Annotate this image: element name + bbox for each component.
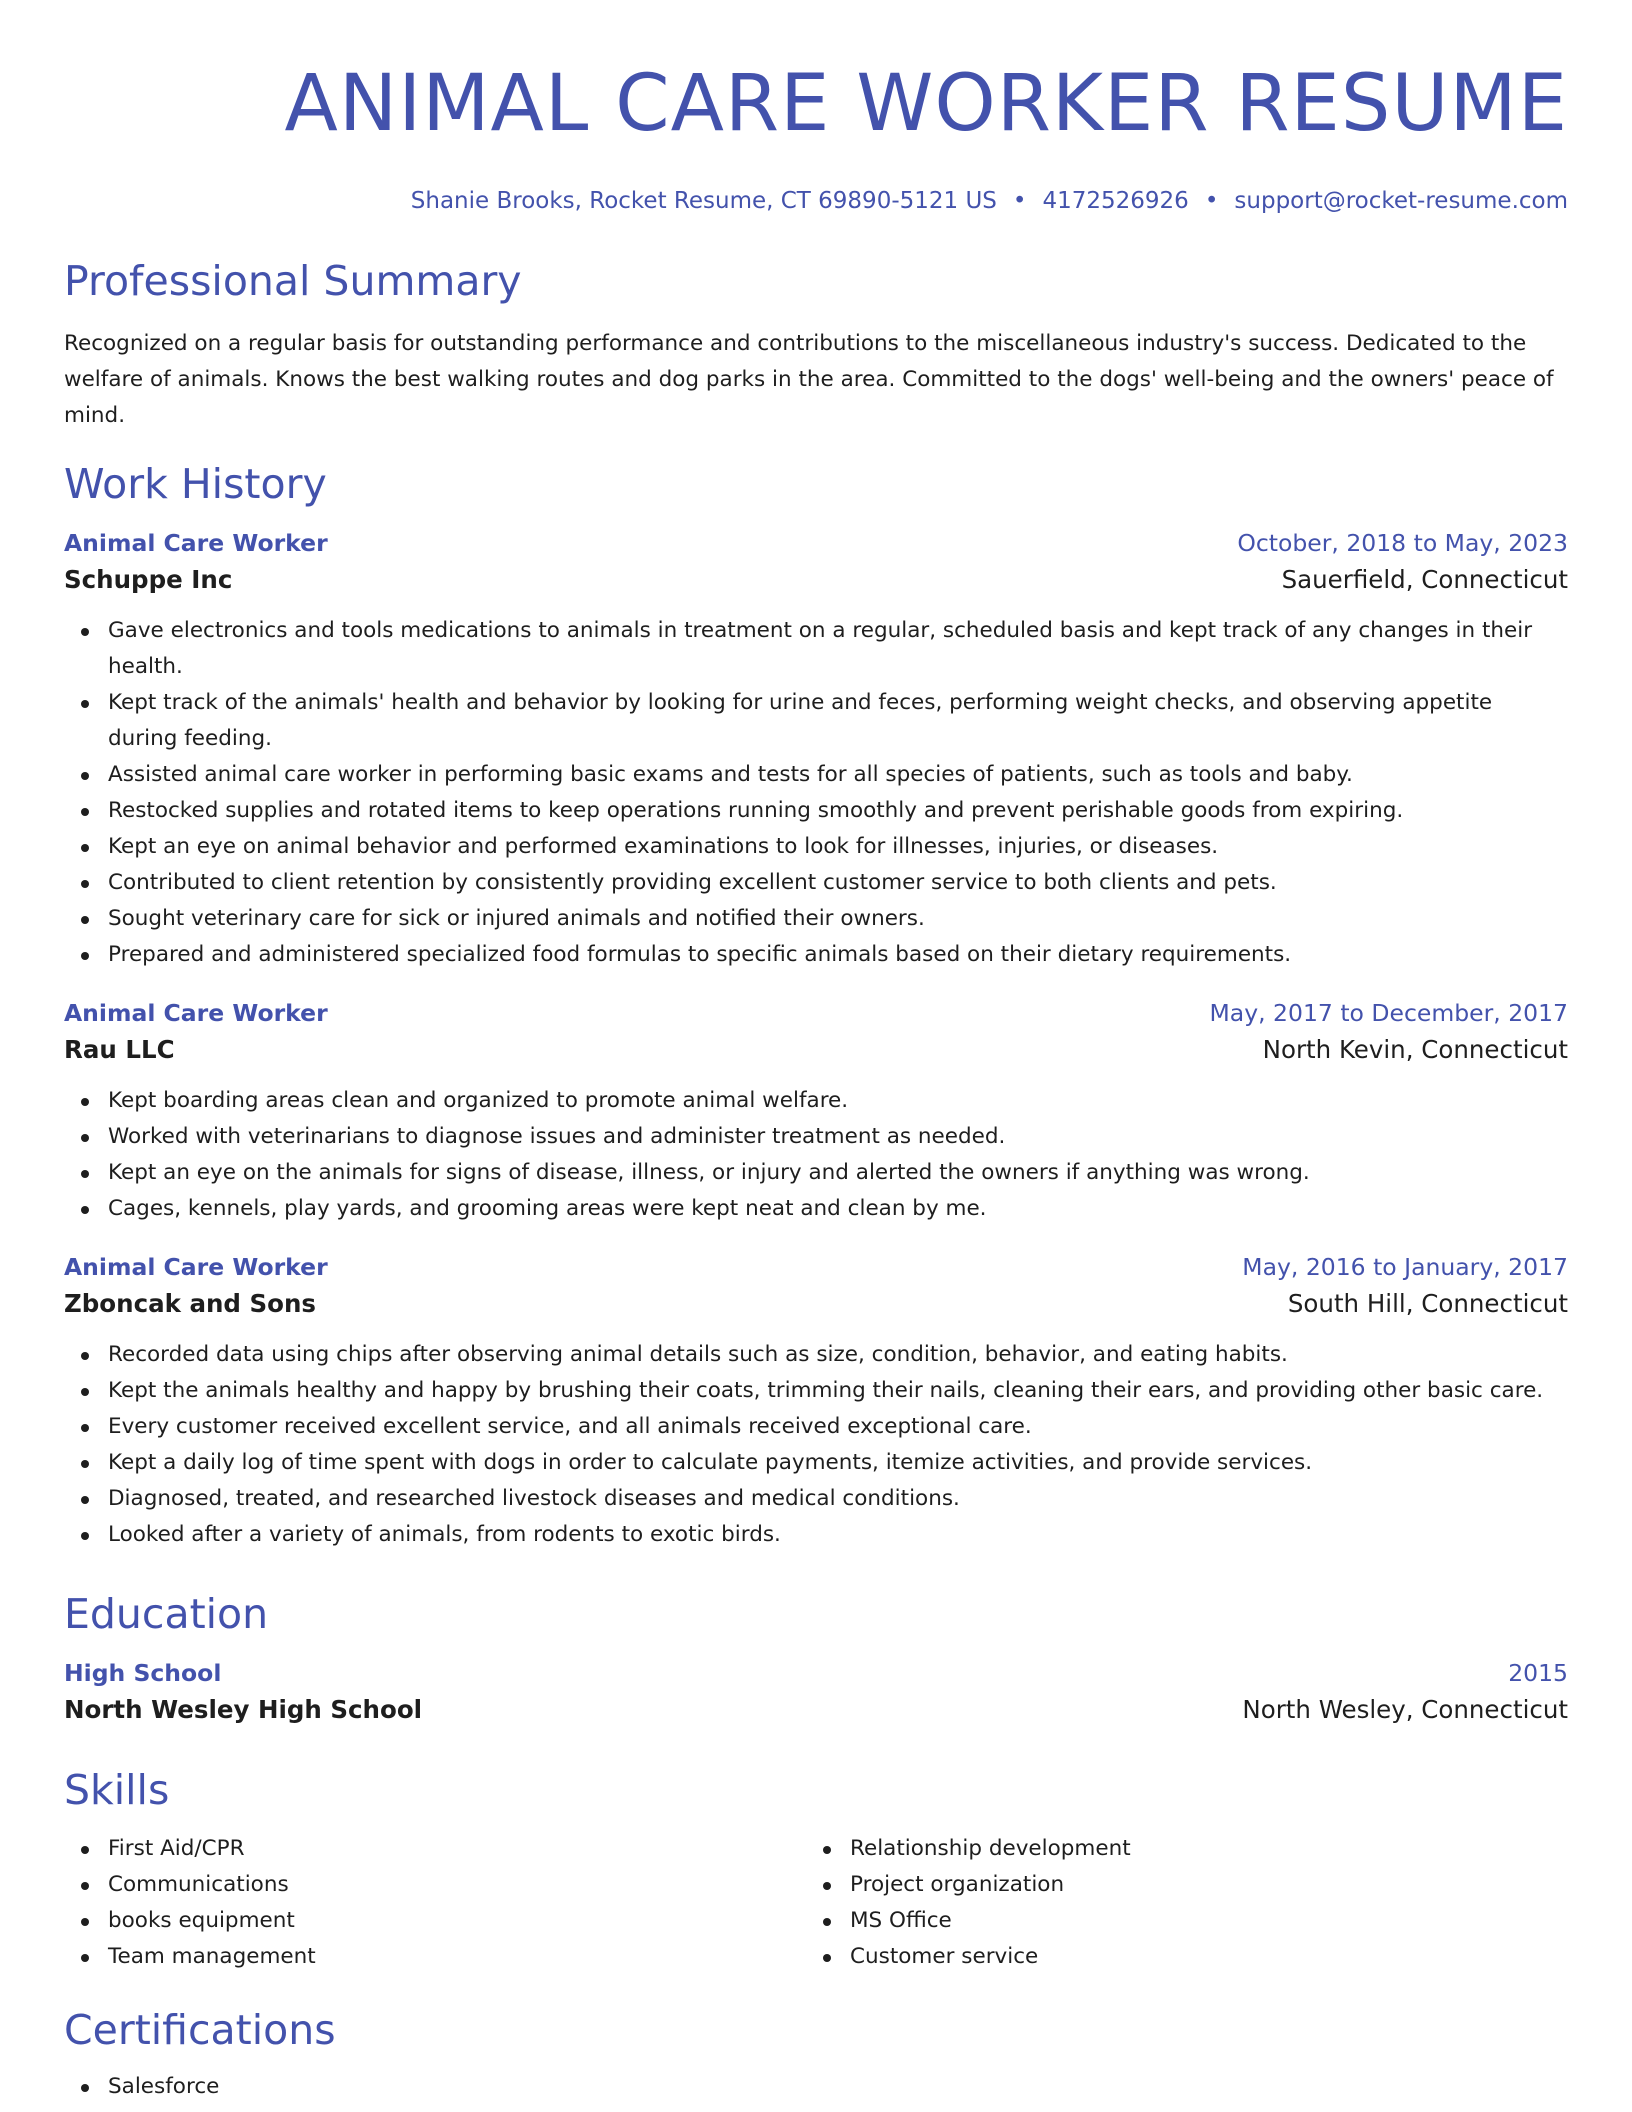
summary-section [64, 256, 1568, 434]
certifications-list [64, 2069, 1568, 2105]
skill-item: books equipment [64, 1903, 806, 1939]
work-history-heading: Work History [64, 460, 327, 508]
job-dates: May, 2017 to December, 2017 [1209, 999, 1568, 1027]
job-company: Zboncak and Sons [64, 1289, 316, 1318]
resume-title: ANIMAL CARE WORKER RESUME [284, 59, 1568, 149]
education-degree: High School [64, 1659, 222, 1687]
resume-header [64, 0, 1568, 216]
job-duty-item: Cages, kennels, play yards, and grooming areas were kept neat and clean by me. [64, 1191, 1568, 1227]
job-entry [64, 525, 1568, 973]
contact-email: support@rocket-resume.com [1234, 188, 1568, 214]
skills-section [64, 1765, 1568, 1975]
job-duty-item: Sought veterinary care for sick or injured animals and notified their owners. [64, 901, 1568, 937]
job-dates: October, 2018 to May, 2023 [1237, 529, 1568, 557]
contact-separator: • [1012, 188, 1027, 214]
skill-item: First Aid/CPR [64, 1831, 806, 1867]
job-duty-item: Contributed to client retention by consistently providing excellent customer service to both clients and pets. [64, 865, 1568, 901]
job-location: Sauerfield, Connecticut [1281, 565, 1568, 594]
job-duty-item: Every customer received excellent service, and all animals received exceptional care. [64, 1409, 1568, 1445]
education-school: North Wesley High School [64, 1695, 423, 1724]
job-duty-item: Diagnosed, treated, and researched livestock diseases and medical conditions. [64, 1481, 1568, 1517]
job-duty-item: Kept a daily log of time spent with dogs in order to calculate payments, itemize activities, and provide services. [64, 1445, 1568, 1481]
job-duties-list [64, 1337, 1568, 1553]
education-section [64, 1589, 1568, 1729]
work-history-section [64, 459, 1568, 1553]
job-duty-item: Prepared and administered specialized food formulas to specific animals based on their dietary requirements. [64, 937, 1568, 973]
summary-text: Recognized on a regular basis for outstanding performance and contributions to the miscellaneous industry's success. Dedicated to the welfare of animals. Knows the best walking routes and dog parks in the area. Committed to the dogs' well-being and the owners' peace of mind. [64, 331, 1554, 428]
contact-address: Shanie Brooks, Rocket Resume, CT 69890-5121 US [410, 188, 997, 214]
skills-list-left [64, 1831, 806, 1975]
job-duty-item: Recorded data using chips after observing animal details such as size, condition, behavior, and eating habits. [64, 1337, 1568, 1373]
education-heading: Education [64, 1590, 269, 1638]
skill-item: Relationship development [806, 1831, 1548, 1867]
job-company: Schuppe Inc [64, 565, 233, 594]
skill-item: Customer service [806, 1939, 1548, 1975]
contact-line [64, 186, 1568, 216]
job-duty-item: Kept track of the animals' health and behavior by looking for urine and feces, performing weight checks, and observing appetite during feeding. [64, 685, 1568, 757]
job-duty-item: Kept boarding areas clean and organized to promote animal welfare. [64, 1083, 1568, 1119]
job-duty-item: Kept an eye on animal behavior and performed examinations to look for illnesses, injuries, or diseases. [64, 829, 1568, 865]
job-duties-list [64, 1083, 1568, 1227]
job-dates: May, 2016 to January, 2017 [1242, 1253, 1568, 1281]
job-company: Rau LLC [64, 1035, 175, 1064]
summary-heading: Professional Summary [64, 257, 522, 305]
job-duty-item: Gave electronics and tools medications to animals in treatment on a regular, scheduled basis and kept track of any changes in their health. [64, 613, 1568, 685]
education-entry [64, 1655, 1568, 1729]
skill-item: MS Office [806, 1903, 1548, 1939]
skills-list-right [806, 1831, 1548, 1975]
job-location: North Kevin, Connecticut [1262, 1035, 1568, 1064]
contact-phone: 4172526926 [1042, 188, 1189, 214]
skills-heading: Skills [64, 1766, 170, 1814]
contact-separator: • [1204, 188, 1219, 214]
certifications-section [64, 2005, 1568, 2105]
skill-item: Team management [64, 1939, 806, 1975]
job-entry [64, 995, 1568, 1227]
job-duties-list [64, 613, 1568, 973]
job-duty-item: Restocked supplies and rotated items to keep operations running smoothly and prevent perishable goods from expiring. [64, 793, 1568, 829]
job-duty-item: Assisted animal care worker in performing basic exams and tests for all species of patients, such as tools and baby. [64, 757, 1568, 793]
certification-item: Salesforce [64, 2069, 1568, 2105]
job-duty-item: Kept the animals healthy and happy by brushing their coats, trimming their nails, cleaning their ears, and providing other basic care. [64, 1373, 1568, 1409]
job-entry [64, 1249, 1568, 1553]
skill-item: Project organization [806, 1867, 1548, 1903]
skills-grid [64, 1831, 1568, 1975]
skill-item: Communications [64, 1867, 806, 1903]
education-year: 2015 [1508, 1659, 1568, 1687]
job-title: Animal Care Worker [64, 1253, 328, 1281]
job-title: Animal Care Worker [64, 999, 328, 1027]
job-duty-item: Looked after a variety of animals, from rodents to exotic birds. [64, 1517, 1568, 1553]
job-duty-item: Kept an eye on the animals for signs of disease, illness, or injury and alerted the owners if anything was wrong. [64, 1155, 1568, 1191]
job-duty-item: Worked with veterinarians to diagnose issues and administer treatment as needed. [64, 1119, 1568, 1155]
job-location: South Hill, Connecticut [1287, 1289, 1568, 1318]
certifications-heading: Certifications [64, 2006, 336, 2054]
education-location: North Wesley, Connecticut [1242, 1695, 1568, 1724]
job-title: Animal Care Worker [64, 529, 328, 557]
